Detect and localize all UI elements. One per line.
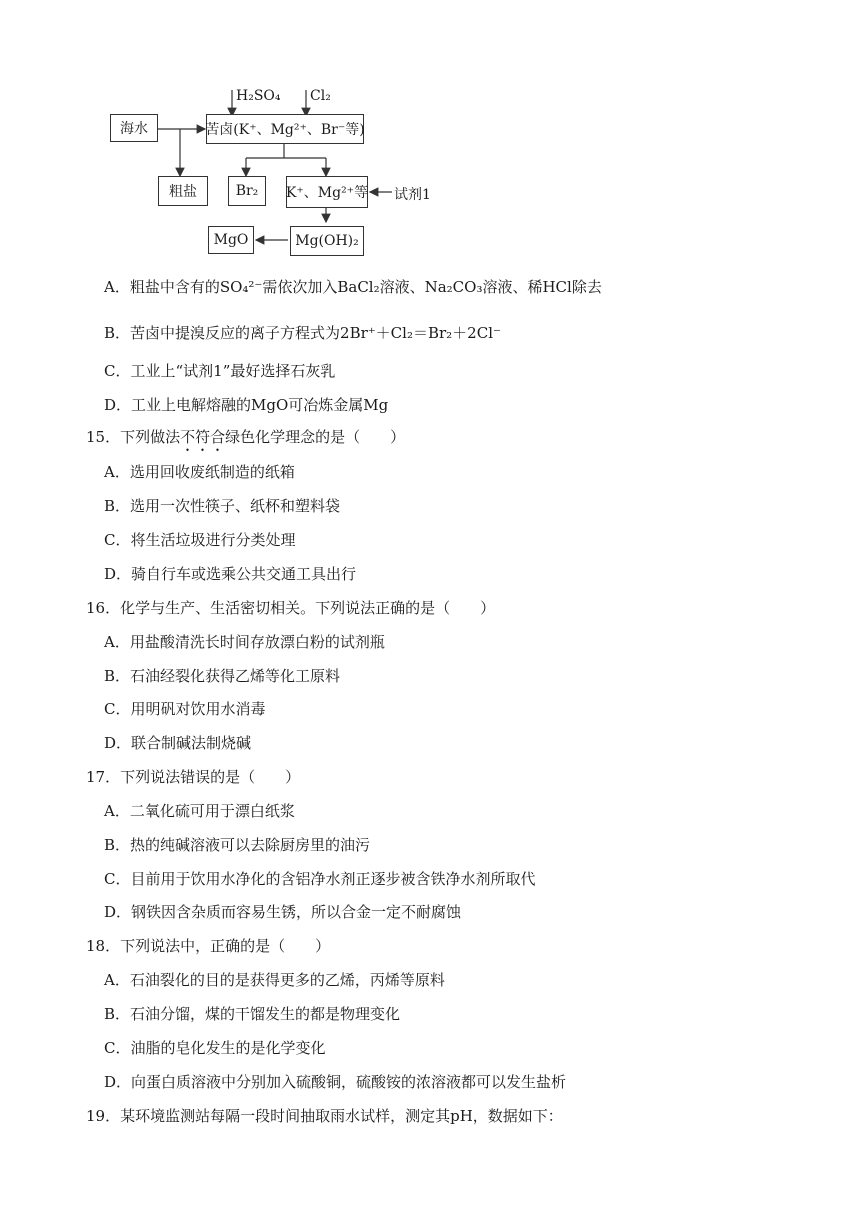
q18-option-b: B．石油分馏，煤的干馏发生的都是物理变化: [104, 1005, 401, 1023]
q18-option-c: C．油脂的皂化发生的是化学变化: [104, 1039, 326, 1057]
q16-option-b: B．石油经裂化获得乙烯等化工原料: [104, 667, 341, 685]
q17-option-b: B．热的纯碱溶液可以去除厨房里的油污: [104, 836, 371, 854]
q15-option-a: A．选用回收废纸制造的纸箱: [104, 463, 295, 481]
k-mg-box: K⁺、Mg²⁺等: [286, 176, 368, 208]
q16-option-a: A．用盐酸清洗长时间存放漂白粉的试剂瓶: [104, 633, 385, 651]
q19-stem: 19．某环境监测站每隔一段时间抽取雨水试样，测定其pH，数据如下：: [86, 1107, 563, 1125]
q18-stem: 18．下列说法中，正确的是（ ）: [86, 937, 331, 955]
q18-option-a: A．石油裂化的目的是获得更多的乙烯，丙烯等原料: [104, 971, 445, 989]
q15-option-d: D．骑自行车或选乘公共交通工具出行: [104, 565, 357, 583]
cl2-label: Cl₂: [310, 88, 331, 104]
seawater-box: 海水: [110, 114, 158, 142]
q14-option-d: D．工业上电解熔融的MgO可冶炼金属Mg: [104, 396, 389, 414]
q17-option-c: C．目前用于饮用水净化的含铝净水剂正逐步被含铁净水剂所取代: [104, 870, 536, 888]
q14-option-a: A．粗盐中含有的SO₄²⁻需依次加入BaCl₂溶液、Na₂CO₃溶液、稀HCl除去: [104, 278, 602, 296]
reagent1-label: 试剂1: [394, 187, 431, 203]
q15-stem-suffix: 绿色化学理念的是（ ）: [225, 428, 406, 446]
crude-salt-box: 粗盐: [158, 176, 208, 206]
q14-option-b: B．苦卤中提溴反应的离子方程式为2Br⁺＋Cl₂＝Br₂＋2Cl⁻: [104, 324, 501, 342]
q17-stem: 17．下列说法错误的是（ ）: [86, 768, 301, 786]
q17-option-a: A．二氧化硫可用于漂白纸浆: [104, 802, 295, 820]
h2so4-label: H₂SO₄: [236, 88, 281, 104]
q17-option-d: D．钢铁因含杂质而容易生锈，所以合金一定不耐腐蚀: [104, 903, 462, 921]
q15-option-c: C．将生活垃圾进行分类处理: [104, 531, 296, 549]
mgo-box: MgO: [208, 226, 254, 254]
q14-option-c: C．工业上“试剂1”最好选择石灰乳: [104, 362, 336, 380]
mgoh2-box: Mg(OH)₂: [290, 226, 364, 256]
q15-option-b: B．选用一次性筷子、纸杯和塑料袋: [104, 497, 341, 515]
q16-option-d: D．联合制碱法制烧碱: [104, 734, 252, 752]
q15-stem-emphasis: 不符合: [180, 428, 226, 446]
brine-box: 苦卤(K⁺、Mg²⁺、Br⁻等): [206, 114, 364, 144]
q16-option-c: C．用明矾对饮用水消毒: [104, 700, 266, 718]
q18-option-d: D．向蛋白质溶液中分别加入硫酸铜，硫酸铵的浓溶液都可以发生盐析: [104, 1073, 567, 1091]
br2-box: Br₂: [228, 176, 266, 206]
flow-diagram: [100, 84, 460, 260]
flow-arrows: [100, 84, 460, 260]
q15-stem: [86, 426, 405, 455]
q15-stem-prefix: 15．下列做法: [86, 428, 181, 446]
q16-stem: 16．化学与生产、生活密切相关。下列说法正确的是（ ）: [86, 599, 496, 617]
